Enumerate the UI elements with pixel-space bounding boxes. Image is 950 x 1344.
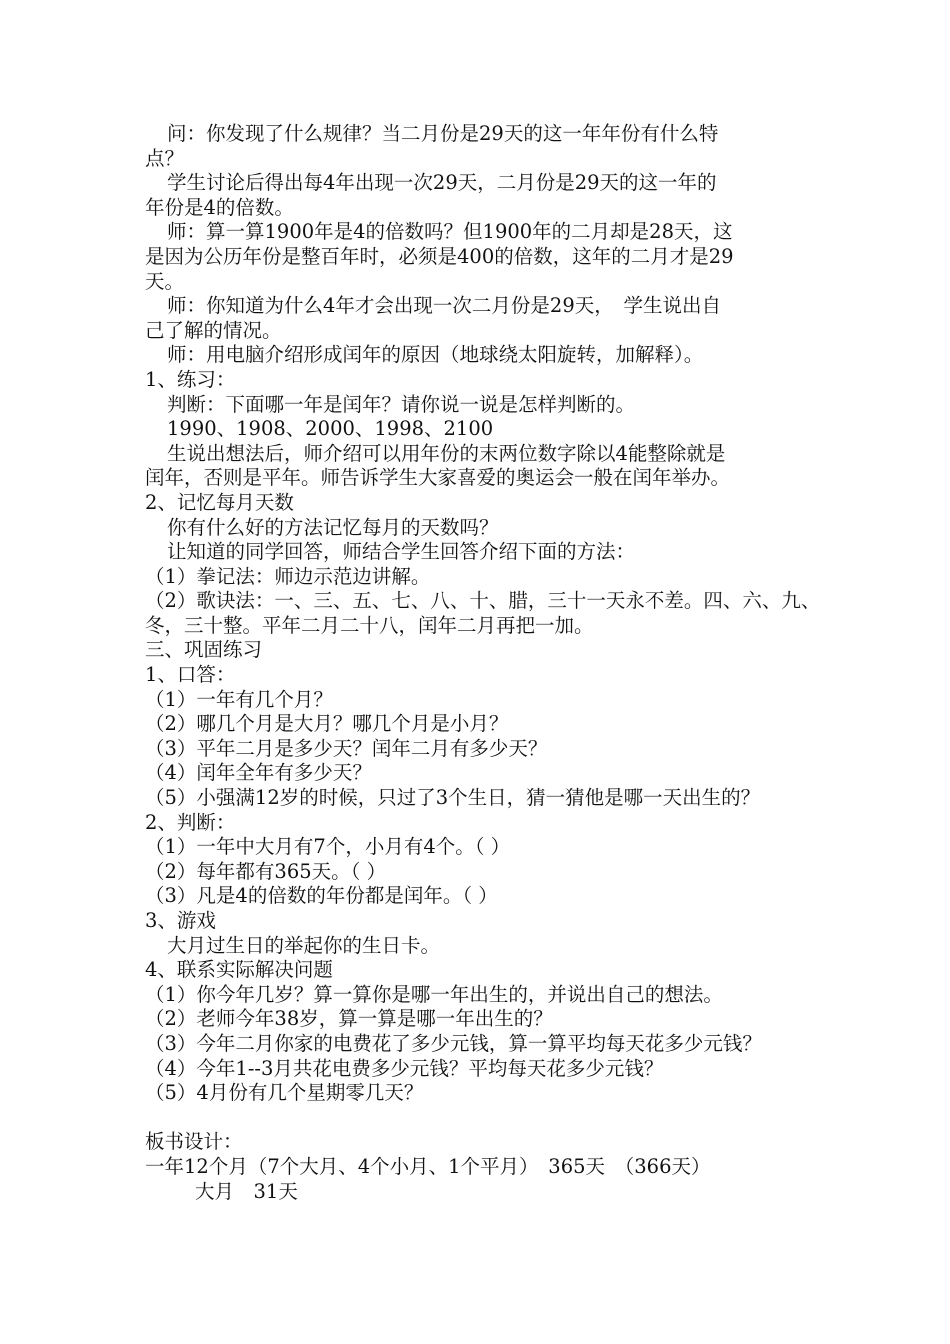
text-line: （3）凡是4的倍数的年份都是闰年。（ ） xyxy=(145,884,498,908)
text-line: （1）一年中大月有7个，小月有4个。（ ） xyxy=(145,835,511,859)
text-line: 是因为公历年份是整百年时，必须是400的倍数，这年的二月才是29 xyxy=(145,244,734,268)
text-line: （3）今年二月你家的电费花了多少元钱，算一算平均每天花多少元钱？ xyxy=(145,1031,762,1055)
text-line: 你有什么好的方法记忆每月的天数吗？ xyxy=(167,515,499,539)
text-line: （1）你今年几岁？算一算你是哪一年出生的，并说出自己的想法。 xyxy=(145,982,723,1006)
text-line: 1990、1908、2000、1998、2100 xyxy=(167,417,494,441)
text-line: 三、巩固练习 xyxy=(145,638,263,662)
text-line: 2、记忆每月天数 xyxy=(145,490,294,514)
text-line: 点？ xyxy=(145,146,185,170)
text-line: 2、判断： xyxy=(145,810,236,834)
text-line: 己了解的情况。 xyxy=(145,318,282,342)
text-line: 板书设计： xyxy=(145,1130,243,1154)
text-line: （2）哪几个月是大月？哪几个月是小月？ xyxy=(145,712,509,736)
text-line: 4、联系实际解决问题 xyxy=(145,958,333,982)
text-line: 年份是4的倍数。 xyxy=(145,195,294,219)
text-line: 学生讨论后得出每4年出现一次29天，二月份是29天的这一年的 xyxy=(167,171,717,195)
text-line: （2）每年都有365天。（ ） xyxy=(145,859,387,883)
text-line: 生说出想法后，师介绍可以用年份的末两位数字除以4能整除就是 xyxy=(167,441,726,465)
text-line: 1、口答： xyxy=(145,663,236,687)
text-line: （4）今年1--3月共花电费多少元钱？平均每天花多少元钱？ xyxy=(145,1056,664,1080)
text-line: 判断：下面哪一年是闰年？请你说一说是怎样判断的。 xyxy=(167,392,636,416)
text-line: （5）小强满12岁的时候，只过了3个生日，猜一猜他是哪一天出生的？ xyxy=(145,786,761,810)
text-line: （4）闰年全年有多少天？ xyxy=(145,761,372,785)
text-line: 问：你发现了什么规律？当二月份是29天的这一年年份有什么特 xyxy=(167,122,719,145)
text-line: 师：算一算1900年是4的倍数吗？但1900年的二月却是28天，这 xyxy=(167,220,733,244)
text-line: 大月 31天 xyxy=(195,1179,298,1203)
text-line: （2）歌诀法：一、三、五、七、八、十、腊，三十一天永不差。四、六、九、 xyxy=(145,589,821,613)
text-line: 1、练习： xyxy=(145,367,236,391)
document-page xyxy=(145,122,835,1204)
blank-line xyxy=(145,1106,835,1131)
text-line: （2）老师今年38岁，算一算是哪一年出生的？ xyxy=(145,1007,553,1031)
text-line: （1）一年有几个月？ xyxy=(145,687,333,711)
text-line: （5）4月份有几个星期零几天？ xyxy=(145,1081,424,1105)
text-line: 大月过生日的举起你的生日卡。 xyxy=(167,933,441,957)
text-line: 一年12个月（7个大月、4个小月、1个平月） 365天 （366天） xyxy=(145,1154,711,1178)
text-line: 师：用电脑介绍形成闰年的原因（地球绕太阳旋转，加解释）。 xyxy=(167,343,704,367)
text-line: 天。 xyxy=(145,269,185,293)
text-line: 冬，三十整。平年二月二十八，闰年二月再把一加。 xyxy=(145,613,594,637)
text-line: （1）拳记法：师边示范边讲解。 xyxy=(145,564,431,588)
text-line: 师：你知道为什么4年才会出现一次二月份是29天， 学生说出自 xyxy=(167,294,721,318)
text-line: 让知道的同学回答，师结合学生回答介绍下面的方法： xyxy=(167,540,636,564)
text-line: 3、游戏 xyxy=(145,909,216,932)
text-line: （3）平年二月是多少天？闰年二月有多少天？ xyxy=(145,736,548,760)
text-line: 闰年，否则是平年。师告诉学生大家喜爱的奥运会一般在闰年举办。 xyxy=(145,466,731,490)
